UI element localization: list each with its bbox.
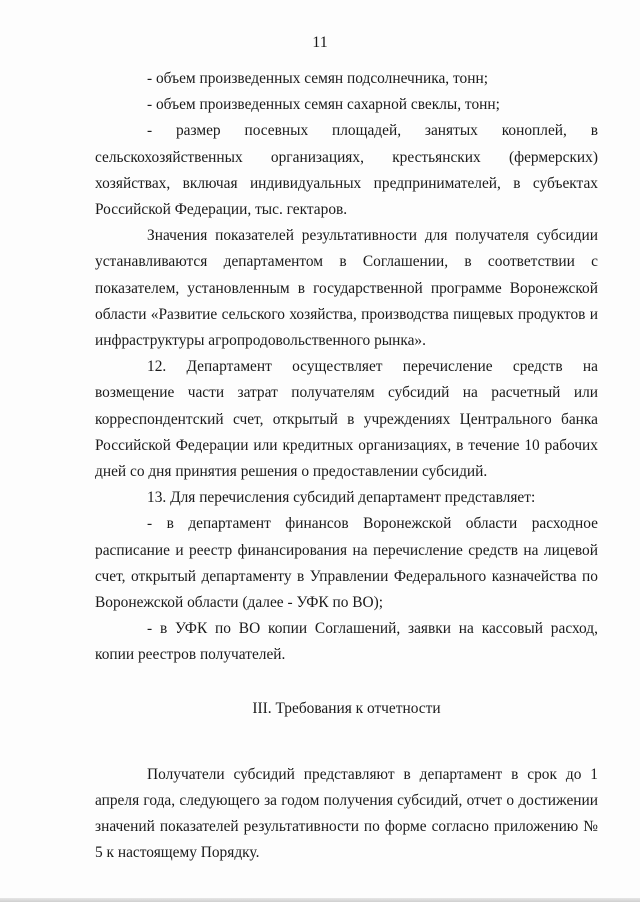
paragraph-ufk: - в УФК по ВО копии Соглашений, заявки на кассовый расход, копии реестров получателей. [95, 620, 598, 664]
paragraph-finance-department: - в департамент финансов Воронежской области расходное расписание и реестр финансирования на перечисление средств на лицевой счет, открытый департаменту в Управлении Федерального казначейства по Воронежской области (далее - УФК по ВО); [95, 515, 598, 612]
paragraph-item-13: 13. Для перечисления субсидий департамент представляет: [147, 489, 536, 507]
paragraph-sunflower-seeds: - объем произведенных семян подсолнечника, тонн; [147, 70, 488, 87]
spacer [95, 669, 598, 696]
document-body [95, 66, 598, 867]
paragraph-performance-indicators: Значения показателей результативности для получателя субсидии устанавливаются департаментом в Соглашении, в соответствии с показателем, установленным в государственной программе Воронежской области «Развитие сельского хозяйства, производства пищевых продуктов и инфраструктуры агропродовольственного рынка». [95, 227, 598, 350]
spacer [95, 722, 598, 762]
scan-bottom-edge [0, 898, 640, 902]
page-number: 11 [312, 34, 328, 51]
section-heading: III. Требования к отчетности [252, 699, 441, 717]
paragraph-hemp-area-line1: - размер посевных площадей, занятых коноплей, в [147, 122, 598, 140]
paragraph-hemp-area-rest: сельскохозяйственных организациях, крестьянских (фермерских) хозяйствах, включая индивидуальных предпринимателей, в субъектах Российской Федерации, тыс. гектаров. [95, 148, 598, 219]
paragraph-reporting: Получатели субсидий представляют в департамент в срок до 1 апреля года, следующего за годом получения субсидий, отчет о достижении значений показателей результативности по форме согласно приложению № 5 к настоящему Порядку. [95, 765, 598, 862]
paragraph-sugar-beet-seeds: - объем произведенных семян сахарной свеклы, тонн; [147, 96, 500, 114]
paragraph-item-12: 12. Департамент осуществляет перечисление средств на возмещение части затрат получателям субсидий на расчетный или корреспондентский счет, открытый в учреждениях Центрального банка Российской Федерации или кредитных организациях, в течение 10 рабочих дней со дня принятия решения о предоставлении субсидий. [95, 358, 598, 481]
